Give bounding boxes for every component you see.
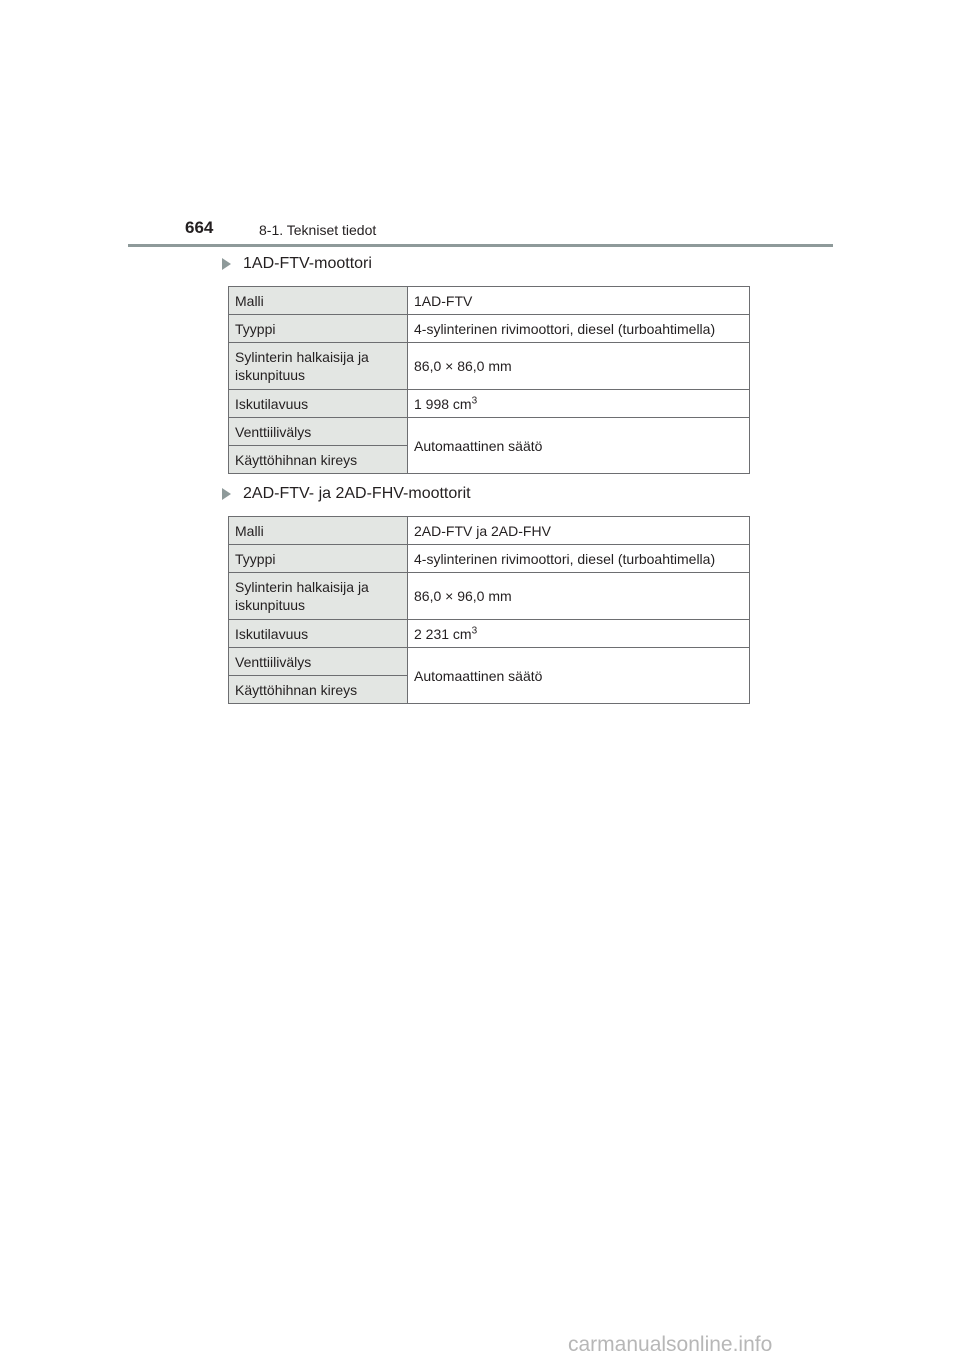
triangle-arrow-icon [222, 258, 231, 270]
row-label: Malli [229, 517, 408, 545]
table-row [229, 573, 750, 620]
section-heading-2ad [222, 485, 471, 503]
row-value: 86,0 × 86,0 mm [408, 343, 750, 390]
table-row [229, 287, 750, 315]
table-row [229, 390, 750, 418]
table-row [229, 315, 750, 343]
row-label: Käyttöhihnan kireys [229, 676, 408, 704]
row-label: Käyttöhihnan kireys [229, 446, 408, 474]
table-row [229, 343, 750, 390]
row-value [408, 390, 750, 418]
row-value: Automaattinen säätö [408, 418, 750, 474]
watermark-logo: carmanualsonline.info [568, 1333, 773, 1356]
triangle-arrow-icon [222, 488, 231, 500]
row-value: 1AD-FTV [408, 287, 750, 315]
spec-table-1ad [228, 286, 750, 474]
displacement-value: 2 231 cm [414, 625, 472, 642]
row-value [408, 620, 750, 648]
table-row [229, 418, 750, 446]
row-label: Venttiilivälys [229, 648, 408, 676]
section-heading-label: 2AD-FTV- ja 2AD-FHV-moottorit [243, 485, 471, 502]
table-row [229, 648, 750, 676]
row-value: 2AD-FTV ja 2AD-FHV [408, 517, 750, 545]
row-value: 86,0 × 96,0 mm [408, 573, 750, 620]
page-number: 664 [185, 218, 214, 237]
row-value: 4-sylinterinen rivimoottori, diesel (turboahtimella) [408, 545, 750, 573]
unit-exponent: 3 [471, 394, 478, 406]
section-heading-label: 1AD-FTV-moottori [243, 255, 372, 272]
row-label: Tyyppi [229, 545, 408, 573]
row-label: Venttiilivälys [229, 418, 408, 446]
row-label: Iskutilavuus [229, 390, 408, 418]
unit-exponent: 3 [471, 624, 478, 636]
table-row [229, 545, 750, 573]
header-rule [128, 244, 833, 247]
table-row [229, 517, 750, 545]
row-label: Sylinterin halkaisija ja iskunpituus [229, 573, 408, 620]
row-label: Iskutilavuus [229, 620, 408, 648]
displacement-value: 1 998 cm [414, 395, 472, 412]
row-value: Automaattinen säätö [408, 648, 750, 704]
row-value: 4-sylinterinen rivimoottori, diesel (turboahtimella) [408, 315, 750, 343]
row-label: Sylinterin halkaisija ja iskunpituus [229, 343, 408, 390]
section-title: 8-1. Tekniset tiedot [259, 222, 377, 238]
spec-table-2ad [228, 516, 750, 704]
row-label: Tyyppi [229, 315, 408, 343]
row-label: Malli [229, 287, 408, 315]
section-heading-1ad [222, 255, 372, 273]
table-row [229, 620, 750, 648]
